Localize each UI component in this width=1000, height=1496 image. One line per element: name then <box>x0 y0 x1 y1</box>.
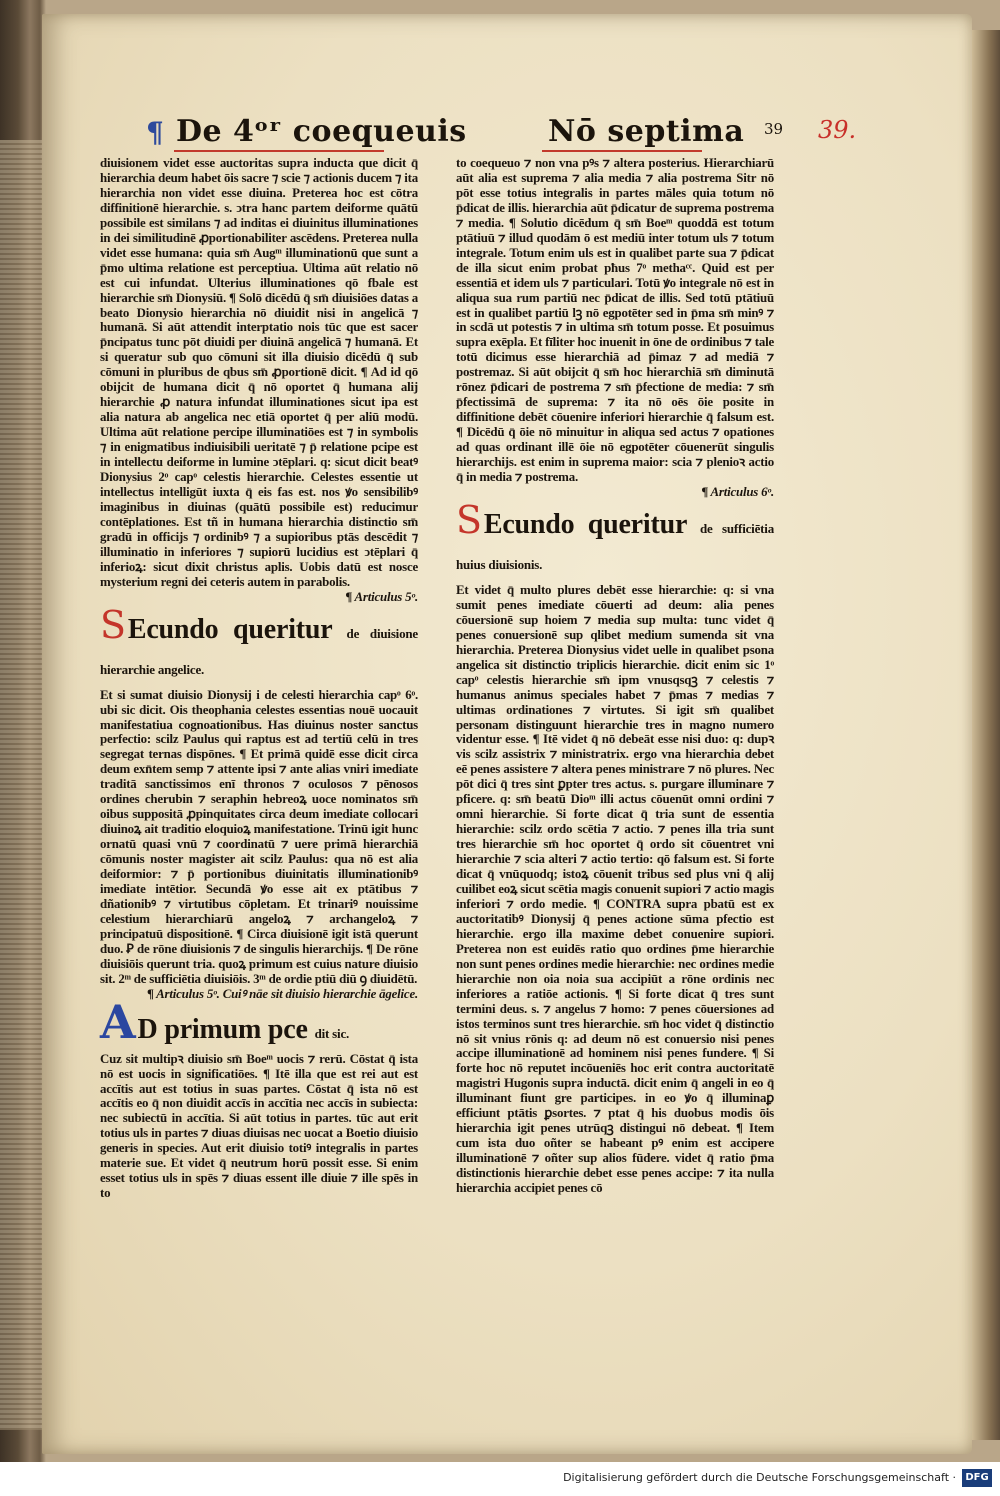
article-note-2: ¶ Articulus 5ᵒ. Cuiꝰ nāe sit diuisio hierarchie āgelice. <box>147 986 418 1001</box>
section-heading-text: Ecundo queritur <box>483 508 687 540</box>
section-heading-ad-primum <box>100 994 418 1050</box>
red-initial-letter: S <box>100 602 126 647</box>
running-header <box>42 106 972 156</box>
article-note: ¶ Articulus 5ᵒ. <box>345 589 418 604</box>
right-running-title: Nō septima <box>548 114 745 149</box>
left-paragraph-1: diuisionem videt esse auctoritas supra inducta que dicit q̄ hierarchia deum habet ōis sacre ⁊ scie ⁊ actionis ducem ⁊ ita hierarchia non videt esse diuina. Preterea hoc est cōtra diffinitionē hierarchie. s. ↄtra hanc partem deiforme quātū possibile est similans ⁊ ad inditas ei diuinitus illuminationes in dei similitudinē ꝓportionabiliter ascēdens. Preterea nulla videt esse humana: quia sm̄ Augᵐ illuminationū que sunt a p̄mo ultima relatione est perceptiua. Ultima aūt relatio nō est cui infundat. Ulterius illuminationes qō fbale est hierarchie sm̄ Dionysiū. ¶ Solō dicēdū q̄ sm̄ diuisiōes datas a beato Dionysio hierarchia nō diuidit nisi in angelicā ⁊ humanā. Si aūt attendit interptatio nois tūc que est sacer p̄ncipatus tunc pōt diuidi per diuinā angelicā ⁊ humanā. Et si queratur sub quo cōmuni sit illa diuisio dicēdū q̄ sub cōmuni in pluribus de qbus sm̄ ꝓportionē dicit. ¶ Ad id qō obijcit de humana dicit q̄ nō oportet q̄ humana alij hierarchie ꝓ natura infundat illuminationes sicut ipa est alia natura ab angelica nec etiā oportet q̄ per aliū modū. Ultima aūt relatione percipe illuminatiōes est ⁊ in symbolis ⁊ in enigmatibus indiuisibili ueritatē ⁊ p̄ relatione pcipe est in intellectu deiforme in lumine ↄtēplari. q: sicut dicit beatꝰ Dionysius 2ᵒ capᵒ celestis hierarchie. Celestes essentie ut intellectus intelligūt iuxta q̄ eis fas est. nos ꝟo sensibilibꝰ imaginibus in diuinas (quātū possibile est) reducimur contēplationes. Est tñ in humana hierarchia distinctio sm̄ gradū in officijs ⁊ ordinibꝰ ⁊ a supioribus ptās descēdit ⁊ illuminatio in inferiores ⁊ supiorū lucidius est ↄtēplari q̄ inferioꝝ: sicut dixit christus aplis. Uobis datū est nosce mysterium regni dei ceteris autem in parabolis. <box>100 156 418 589</box>
pilcrow-icon: ¶ <box>146 116 164 149</box>
section-heading-tail: de diuisione hierarchie angelice. <box>100 625 418 677</box>
left-text-column <box>100 156 418 1201</box>
section-heading-text: Ecundo queritur <box>127 613 332 645</box>
left-paragraph-3: Cuz sit multipꝛ diuisio sm̄ Boeᵐ uocis ⁊ rerū. Cōstat q̄ ista nō est uocis in significatiōes. ¶ Itē illa que est rei aut est accītis aut est totius in suas partes. Cōstat q̄ ista nō est accītis eo q̄ non diuidit accīs in accītia nec accīs in subiecta: nec subiectū in accītia. Si aūt totius in partes. tūc aut erit totius uls in partes ⁊ diuas diuisas nec uocat a Boetio diuisio generis in species. Aut erit diuisio totiꝰ integralis in partes materie sue. Et videt q̄ neutrum horū possit esse. Si enim esset totius uls in spēs ⁊ diuas essent ille diuie ⁊ ille spēs in to <box>100 1051 418 1201</box>
left-running-title: De 4ᵒʳ coequeuis <box>176 114 467 149</box>
printed-folio-number: 39 <box>764 120 784 138</box>
red-underline-right <box>542 150 702 152</box>
left-paragraph-2: Et si sumat diuisio Dionysij i de celesti hierarchia capᵒ 6ᵒ. ubi sic dicit. Ois theophania celestes essentias nouē uocauit manifestatiua cognoationibus. Has diuinus noster sanctus perfectio: scilz Paulus qui raptus est ad tertiū celū in tres segregat ternas dispōnes. ¶ Et primā quidē esse dicit circa deum exn̄tem semp ⁊ attente ipsi ⁊ ante alias vniri imediate traditā sanctissimos enī thronos ⁊ oculosos ⁊ pēnosos ordines cherubin ⁊ seraphin hebreoꝝ uoce nominatos sm̄ oibus suppositā ꝓpinquitates circa deum imediate collocari diuinoꝝ ait traditio eloquioꝝ manifestatione. Trinū igit hunc ornatū quasi vnū ⁊ coordinatū ⁊ uere primā hierarchiā cōmunis noster magister ait scilz Paulus: qua nō est alia deiformior: ⁊ p̄ portionibus diuinitatis illuminationibꝰ imediate intētior. Secundā ꝟo esse ait ex ptātibus ⁊ dñationibꝰ ⁊ virtutibus cōpletam. Et trinariꝰ nouissime celestium hierarchiarū angeloꝝ ⁊ archangeloꝝ ⁊ principatuū dispositionē. ¶ Circa diuisionē igit istā querunt duo. Ꝑ de rōne diuisionis ⁊ de singulis hierarchijs. ¶ De rōne diuisiōis querunt tria. quoꝝ primum est cuius nature diuisio sit. 2ᵐ de sufficiētia diuisiōis. 3ᵐ de ordie ptiū diū ꝯ diuidētū. <box>100 687 418 986</box>
red-initial-letter: S <box>456 497 482 542</box>
previous-pages-edge <box>0 140 44 1430</box>
article-note: ¶ Articulus 6ᵒ. <box>701 484 774 499</box>
digitization-footer <box>0 1462 1000 1496</box>
section-heading-tail: dit sic. <box>314 1025 350 1041</box>
section-heading-text: D primum pce <box>137 1013 308 1045</box>
red-underline-left <box>174 150 384 152</box>
right-paragraph-2: Et videt q̄ multo plures debēt esse hierarchie: q: si vna sumit penes imediate cōuerti ad deum: alia penes cōuersionē sup hoiem ⁊ media sup multa: tunc videt q̄ penes conuersionē sup qlibet medium sumenda sit vna hierarchia. Preterea Dionysius videt uelle in qualibet psona angelica sit distinctio triplicis hierarchie. dicit enim sic 1ᵒ capᵒ celestis hierarchie sm̄ ipm vnusqsqꝫ ⁊ celestis ⁊ humanus animus speciales habet ⁊ p̄mas ⁊ medias ⁊ ultimas ordinationes ⁊ virtutes. Si igit sm̄ qualibet personam distinguunt hierarchie tres in magno numero videntur esse. ¶ Itē videt q̄ nō debeāt esse nisi duo: q: dupꝛ vis scilz assistrix ⁊ ministratrix. ergo vna hierarchia debet eē penes assistere ⁊ altera penes ministrare ⁊ nō plures. Nec pōt dici q̄ tres sint ꝑpter tres actus. s. purgare illuminare ⁊ pficere. q: sm̄ beatū Dioᵐ illi actus cōuenūt omni ordini ⁊ omni hierarchie. Si forte dicat q̄ tria sunt de essentia hierarchie: scilz ordo scētia ⁊ actio. ⁊ penes illa tria sunt tres hierarchie sm̄ hoc oportet q̄ ordo sit cōuentret vni hierarchie ⁊ scia alteri ⁊ actio tertio: qō falsum est. Si forte dicat q̄ vnūquodq; istoꝝ cōuenit tribus sed plus vni q̄ alij cuilibet eoꝝ sicut scētia magis conuenit supiori ⁊ actio magis inferiori ⁊ ordo medie. ¶ CONTRA supra pbatū est ex auctoritatibꝰ Dionysij q̄ penes actione sūma pfectio est hierarchie. ergo illa maxime debet conuenire supiori. Preterea non est euidēs ratio quo ordines p̄me hierarchie non sunt penes ordines medie hierarchie: nec ordines medie hierarchie non oia noia sua accipiūt a rōne ordinis nec inferiores a ratiōe actionis. ¶ Si forte dicat q̄ tres sunt termini deus. s. ⁊ angelus ⁊ homo: ⁊ penes cōuersiones ad istos terminos sunt tres hierarchie. sm̄ hoc videt q̄ distinctio nō sit vnius rōnis q: ad deum nō est conuersio nisi penes accipe illuminationē ad hominem nisi penes fundere. ¶ Si forte hoc nō reputet incōueniēs hoc erit contra auctoritatē magistri Hugonis supra inductā. dicit enim q̄ angeli in eo q̄ illuminant fiunt gre participes. in eo ꝟo q̄ illuminaꝑ efficiunt ptātis ꝑsortes. ⁊ ptat q̄ his duobus modis ōis hierarchia igit penes utrūqꝫ distingui nō debeat. ¶ Item cum ista duo oñter se habeant pꝰ enim est accipere illuminationē ⁊ oñter sup alios fūdere. videt q̄ ratio p̄ma distinctionis hierarchie debet esse penes accipe: ⁊ ita nulla hierarchia accipiet penes cō <box>456 582 774 1196</box>
section-heading-secundo <box>100 602 418 686</box>
funding-note: Digitalisierung gefördert durch die Deutsche Forschungsgemeinschaft · <box>563 1471 956 1484</box>
handwritten-folio-number: 39. <box>818 116 857 144</box>
right-text-column <box>456 156 774 1196</box>
section-heading-secundo <box>456 497 774 581</box>
blue-initial-letter: A <box>100 994 136 1049</box>
book-page <box>42 14 972 1454</box>
section-heading-tail: de sufficiētia huius diuisionis. <box>456 520 774 572</box>
book-right-edge <box>972 30 1000 1440</box>
dfg-logo: DFG <box>962 1469 992 1487</box>
right-paragraph-1: to coequeuo ⁊ non vna pꝰs ⁊ altera posterius. Hierarchiarū aūt alia est suprema ⁊ alia media ⁊ alia postrema Sitr nō pōt esse totius integralis in partes māles quia totum nō p̄dicat de illis. hierarchia aūt p̄dicatur de suprema postrema ⁊ media. ¶ Solutio dicēdum q̄ sm̄ Boeᵐ quoddā est totum ptātiuū ⁊ illud quodām ō est mediū inter totum uls ⁊ totum integrale. Totum enim uls est in qualibet parte sua ⁊ p̄dicat de illa sicut enim probat pħus 7ᵒ methaᶜᶜ. Quid est per essentiā et idem uls ⁊ particulari. Totū ꝟo integrale nō est in aliqua sua rum partiū nec p̄dicat de illis. Sed totū ptātiuū est in qualibet partiū lꝫ nō egpotēter sed in p̄ma sm̄ minꝰ ⁊ in scdā ut potestis ⁊ in ultima sm̄ totum posse. Et posuimus supra exēpla. Et fīliter hoc inuenit in ōne de ordinibus ⁊ tale totū dicimus esse hierarchiā ad p̄imaz ⁊ ad mediā ⁊ postremaz. Si aūt obijcit q̄ sm̄ hoc hierarchiā sm̄ diminutā rōnez p̄dicari de postrema ⁊ sm̄ p̄fectione de media: ⁊ sm̄ p̄fectissimā de suprema: ⁊ ita nō oēs ōie posite in diffinitione debēt cōuenire inferiori hierarchie q̄ falsum est. ¶ Dicēdū q̄ ōie nō minuitur in aliqua sed actus ⁊ opationes ad quas ordinant illē ōie nō egpotēter cōuenerūt singulis hierarchijs. est enim in suprema maior: scia ⁊ plenioꝛ actio q̄ in media ⁊ postrema. <box>456 156 774 485</box>
